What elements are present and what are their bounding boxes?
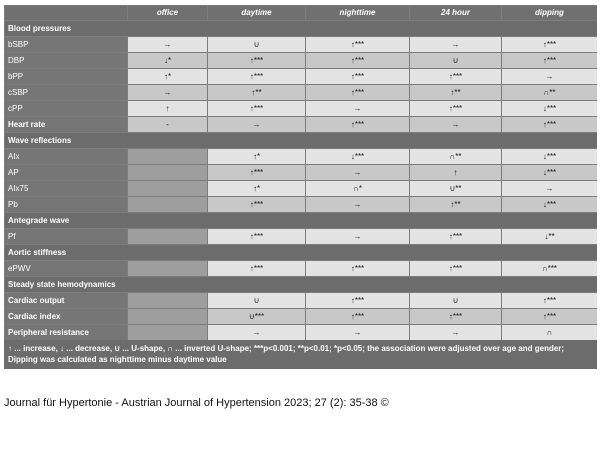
table-cell: ↓*** (502, 101, 597, 116)
table-cell: ∪ (410, 53, 501, 68)
table-cell: → (306, 101, 409, 116)
table-row (5, 197, 597, 212)
table-cell: ↑*** (208, 53, 305, 68)
table-row (5, 181, 597, 196)
table-cell: ↑*** (306, 69, 409, 84)
table-cell: ↑*** (306, 117, 409, 132)
row-label: Pb (5, 197, 127, 212)
row-label: ePWV (5, 261, 127, 276)
section-title: Wave reflections (5, 133, 597, 148)
table-cell: ↓*** (502, 149, 597, 164)
column-header: daytime (208, 6, 305, 20)
table-cell: ↑*** (306, 293, 409, 308)
table-cell: ↑*** (502, 309, 597, 324)
table-row (5, 261, 597, 276)
table-cell: → (208, 325, 305, 340)
table-cell: ↑ (128, 101, 207, 116)
section-header-row (5, 21, 597, 36)
table-cell: ∩ (502, 325, 597, 340)
table-cell: ↑*** (502, 53, 597, 68)
table-cell: → (410, 117, 501, 132)
table-cell: ∪ (208, 293, 305, 308)
table-cell: ↓*** (306, 149, 409, 164)
table-cell: ∪ (410, 293, 501, 308)
table-cell: ↓** (502, 229, 597, 244)
table-cell: ↑*** (208, 101, 305, 116)
table-cell: → (306, 165, 409, 180)
table-cell: ↑*** (502, 117, 597, 132)
table-cell (128, 181, 207, 196)
table-cell (128, 293, 207, 308)
table-cell: ↑* (128, 69, 207, 84)
table-row (5, 69, 597, 84)
table-row (5, 293, 597, 308)
table-cell: ↑* (208, 181, 305, 196)
table-row (5, 149, 597, 164)
footnote-legend: ↑ ... increase, ↓ ... decrease, ∪ ... U-shape, ∩ ... inverted U-shape; ***p<0.001; **p<0.01; *p<0.05; the association were adjusted over age and gender; (8, 344, 565, 353)
table-cell: ∩** (502, 85, 597, 100)
table-row (5, 37, 597, 52)
table-row (5, 85, 597, 100)
table-cell: ↑* (208, 149, 305, 164)
table-cell: ↓* (128, 53, 207, 68)
table-cell (128, 261, 207, 276)
table-cell: → (410, 37, 501, 52)
table-cell: → (410, 325, 501, 340)
row-label: AIx (5, 149, 127, 164)
table-cell: ↑** (208, 85, 305, 100)
row-label: AP (5, 165, 127, 180)
table-cell: ↑*** (410, 229, 501, 244)
table-footnote (4, 340, 597, 369)
column-header: office (128, 6, 207, 20)
row-label: cPP (5, 101, 127, 116)
table-cell: ∩** (410, 149, 501, 164)
table-cell: → (502, 181, 597, 196)
row-label: Pf (5, 229, 127, 244)
row-label: bPP (5, 69, 127, 84)
column-header: 24 hour (410, 6, 501, 20)
table-cell: - (128, 117, 207, 132)
table-cell: ↑*** (410, 309, 501, 324)
table-body (5, 6, 597, 340)
table-cell: ↑*** (502, 37, 597, 52)
table-cell: ↑*** (208, 69, 305, 84)
table-cell (128, 149, 207, 164)
column-header (5, 6, 127, 20)
table-cell: ↑*** (306, 309, 409, 324)
table-cell: ↑*** (410, 69, 501, 84)
section-header-row (5, 133, 597, 148)
table-row (5, 165, 597, 180)
table-cell: ↑*** (306, 261, 409, 276)
row-label: cSBP (5, 85, 127, 100)
section-title: Blood pressures (5, 21, 597, 36)
row-label: Peripheral resistance (5, 325, 127, 340)
table-cell: ↑** (410, 197, 501, 212)
section-title: Aortic stiffness (5, 245, 597, 260)
section-title: Antegrade wave (5, 213, 597, 228)
table-cell: ↑*** (306, 37, 409, 52)
footnote-dipping: Dipping was calculated as nighttime minus daytime value (8, 355, 227, 364)
table-row (5, 117, 597, 132)
table-cell (128, 165, 207, 180)
table-cell: ↑*** (410, 261, 501, 276)
table-cell: ↑*** (208, 229, 305, 244)
table-cell: ↓*** (502, 165, 597, 180)
section-header-row (5, 245, 597, 260)
row-label: bSBP (5, 37, 127, 52)
table-cell: ↑*** (208, 197, 305, 212)
table-cell (128, 197, 207, 212)
row-label: Cardiac output (5, 293, 127, 308)
section-title: Steady state hemodynamics (5, 277, 597, 292)
row-label: Cardiac index (5, 309, 127, 324)
results-table-panel (4, 5, 597, 369)
table-cell: ∪ (208, 37, 305, 52)
header-row (5, 6, 597, 20)
table-row (5, 325, 597, 340)
table-cell: → (502, 69, 597, 84)
table-row (5, 309, 597, 324)
table-cell: ↓*** (502, 197, 597, 212)
table-cell: ∩* (306, 181, 409, 196)
table-cell: → (306, 197, 409, 212)
table-cell: → (128, 85, 207, 100)
table-cell: ∪*** (208, 309, 305, 324)
table-row (5, 229, 597, 244)
table-cell (128, 309, 207, 324)
section-header-row (5, 277, 597, 292)
row-label: AIx75 (5, 181, 127, 196)
table-cell: → (208, 117, 305, 132)
table-cell: ↑ (410, 165, 501, 180)
table-cell: → (128, 37, 207, 52)
table-cell: ↑*** (502, 293, 597, 308)
table-cell: ↑*** (208, 261, 305, 276)
table-cell: → (306, 229, 409, 244)
section-header-row (5, 213, 597, 228)
table-cell: ↑*** (306, 53, 409, 68)
table-cell (128, 325, 207, 340)
table-row (5, 53, 597, 68)
table-cell: ∪** (410, 181, 501, 196)
table-cell: ↑*** (208, 165, 305, 180)
table-cell: ↑** (410, 85, 501, 100)
table-cell (128, 229, 207, 244)
table-cell: ↑*** (410, 101, 501, 116)
table-cell: → (306, 325, 409, 340)
row-label: Heart rate (5, 117, 127, 132)
table-cell: ↑*** (306, 85, 409, 100)
row-label: DBP (5, 53, 127, 68)
column-header: nighttime (306, 6, 409, 20)
column-header: dipping (502, 6, 597, 20)
table-row (5, 101, 597, 116)
table-cell: ∩*** (502, 261, 597, 276)
results-table (4, 5, 598, 341)
journal-citation: Journal für Hypertonie - Austrian Journal of Hypertension 2023; 27 (2): 35-38 © (4, 397, 389, 409)
